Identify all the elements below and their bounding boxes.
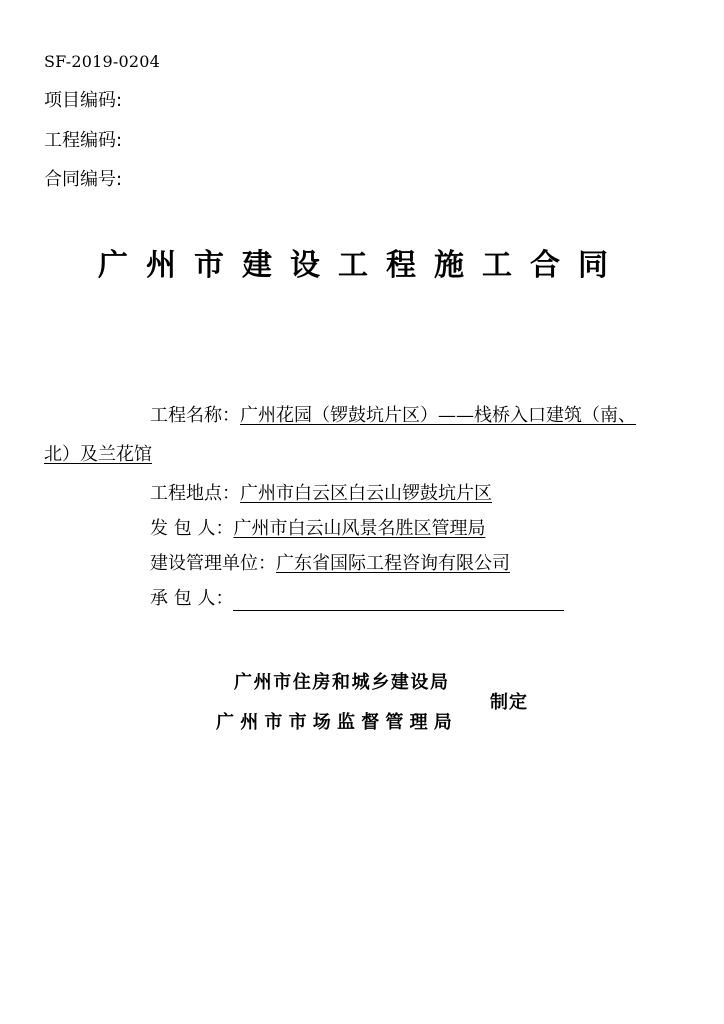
- contractor-row: [150, 587, 564, 611]
- issuer-market-bureau: 广州市市场监督管理局: [216, 712, 458, 733]
- location-value: 广州市白云区白云山锣鼓坑片区: [240, 483, 492, 504]
- employer-label: 发 包 人：: [150, 518, 234, 539]
- location-row: [150, 482, 551, 506]
- project-name-label: 工程名称：: [150, 405, 240, 426]
- project-name-value: 广州花园（锣鼓坑片区）——栈桥入口建筑（南、: [240, 405, 636, 426]
- project-name-continued: [44, 443, 152, 467]
- project-name-row: [150, 404, 636, 428]
- manager-value: 广东省国际工程咨询有限公司: [276, 553, 510, 574]
- contract-title: 广州市建设工程施工合同: [98, 248, 626, 283]
- project-number-label: 项目编码:: [44, 90, 123, 111]
- employer-row: [150, 517, 564, 541]
- engineering-number-label: 工程编码:: [44, 130, 123, 151]
- contractor-label: 承 包 人：: [150, 588, 234, 609]
- contractor-value: [233, 592, 564, 611]
- document-code: SF-2019-0204: [44, 52, 160, 71]
- contract-number-label: 合同编号:: [44, 169, 123, 190]
- manager-label: 建设管理单位：: [150, 553, 276, 574]
- location-label: 工程地点：: [150, 483, 240, 504]
- issuer-housing-bureau: 广州市住房和城乡建设局: [234, 672, 450, 693]
- issuer-suffix: 制定: [490, 692, 528, 713]
- project-name-value-line2: 北）及兰花馆: [44, 444, 152, 465]
- employer-value: 广州市白云山风景名胜区管理局: [233, 518, 486, 539]
- manager-row: [150, 552, 568, 576]
